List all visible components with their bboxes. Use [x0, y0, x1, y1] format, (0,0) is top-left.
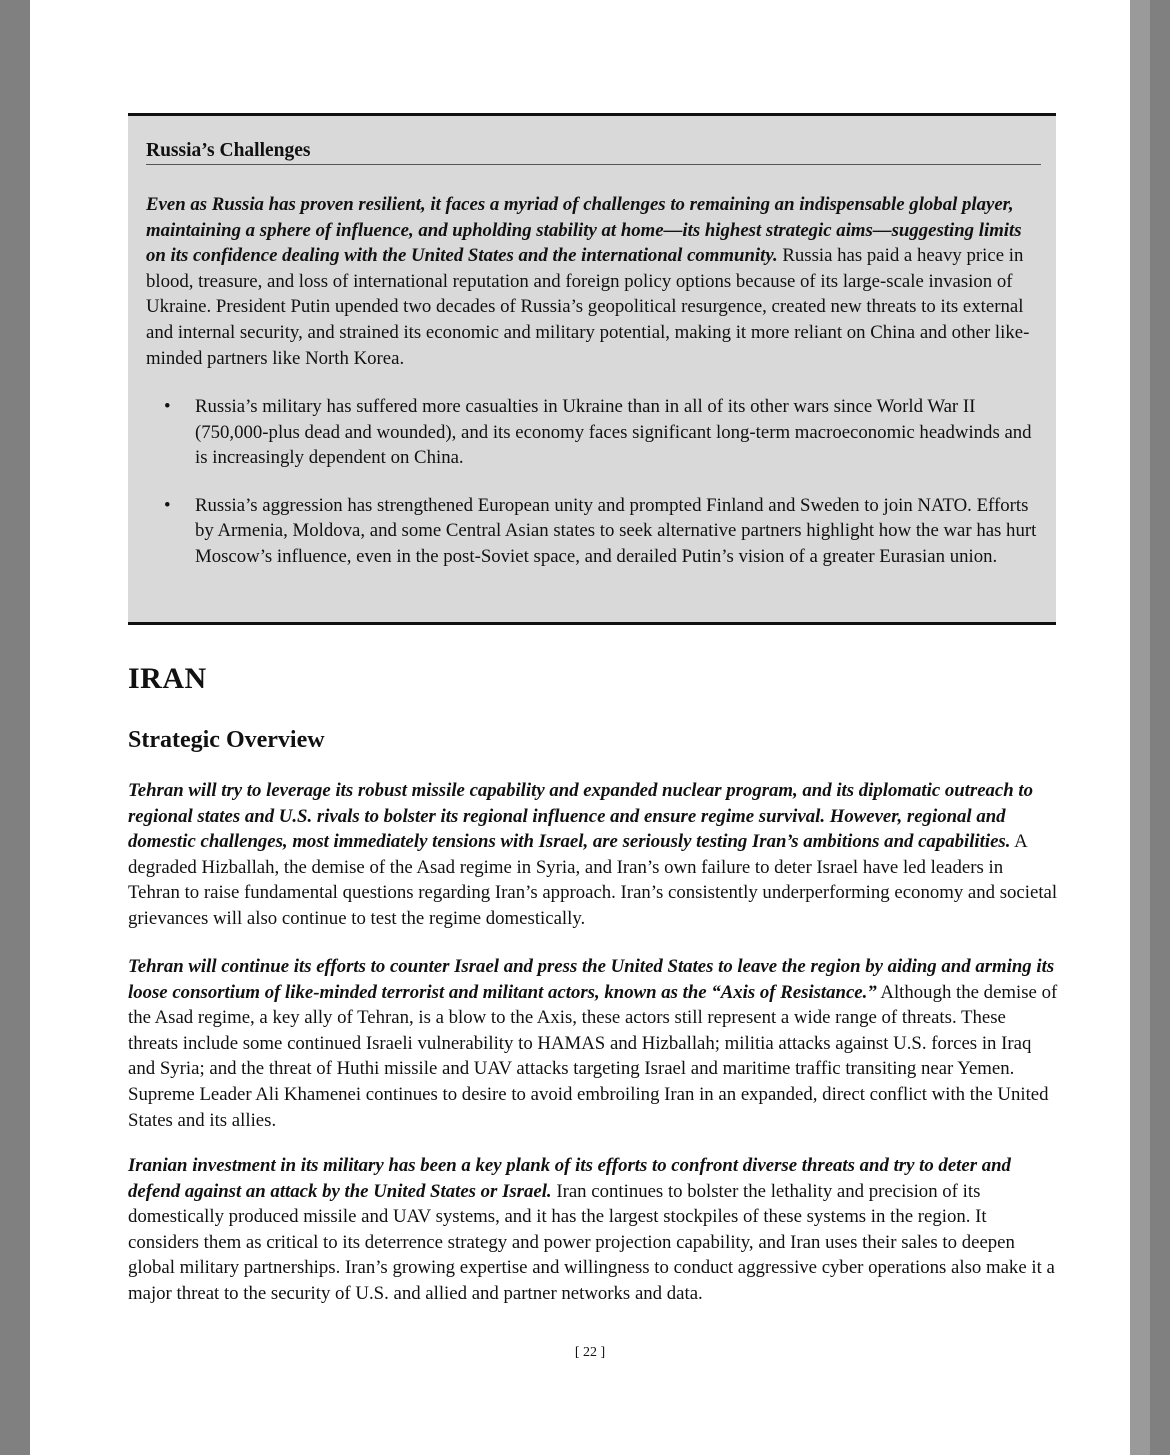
sidebar-title: Russia’s Challenges — [146, 140, 1041, 165]
paragraph-body: A degraded Hizballah, the demise of the Asad regime in Syria, and Iran’s own failure to deter Israel have led leaders in Tehran to raise fundamental questions regarding Iran’s approach. Iran’s consistently underperforming economy and societal grievances will also continue to test the regime domestically. — [128, 831, 1058, 929]
body-paragraph — [128, 954, 1058, 1133]
paragraph-lead-sentence: Iranian investment in its military has been a key plank of its efforts to confront diverse threats and try to deter and defend against an attack by the United States or Israel. — [128, 1155, 1011, 1202]
bullet-text: Russia’s aggression has strengthened European unity and prompted Finland and Sweden to join NATO. Efforts by Armenia, Moldova, and some Central Asian states to seek alternative partners highlight how the war has hurt Moscow’s influence, even in the post-Soviet space, and derailed Putin’s vision of a greater Eurasian union. — [195, 494, 1037, 567]
sidebar-paragraph-body: Russia has paid a heavy price in blood, treasure, and loss of international reputation and foreign policy options because of its large-scale invasion of Ukraine. President Putin upended two decades of Russia’s geopolitical resurgence, created new threats to its external and internal security, and strained its economic and military potential, making it more reliant on China and other like-minded partners like North Korea. — [146, 245, 1030, 369]
bullet-icon: • — [164, 494, 171, 516]
paragraph-lead-sentence: Tehran will try to leverage its robust missile capability and expanded nuclear program, and its diplomatic outreach to regional states and U.S. rivals to bolster its regional influence and ensure regime survival. However, regional and domestic challenges, most immediately tensions with Israel, are seriously testing Iran’s ambitions and capabilities. — [128, 780, 1034, 853]
paragraph-lead-sentence: Tehran will continue its efforts to counter Israel and press the United States to leave the region by aiding and arming its loose consortium of like-minded terrorist and militant actors, known as the “Axis of Resistance.” — [128, 956, 1055, 1003]
bullet-text: Russia’s military has suffered more casualties in Ukraine than in all of its other wars since World War II (750,000-plus dead and wounded), and its economy faces significant long-term macroeconomic headwinds and is increasingly dependent on China. — [195, 396, 1032, 469]
sidebar-bullet-list — [146, 394, 1042, 592]
paragraph-body: Iran continues to bolster the lethality and precision of its domestically produced missile and UAV systems, and it has the largest stockpiles of these systems in the region. It considers them as critical to its deterrence strategy and power projection capability, and Iran uses their sales to deepen global military partnerships. Iran’s growing expertise and willingness to conduct aggressive cyber operations also make it a major threat to the security of U.S. and allied and partner networks and data. — [128, 1180, 1055, 1304]
body-paragraph — [128, 1153, 1058, 1307]
page-number: [ 22 ] — [574, 1345, 606, 1360]
paragraph-body: Although the demise of the Asad regime, a key ally of Tehran, is a blow to the Axis, these actors still represent a wide range of threats. These threats include some continued Israeli vulnerability to HAMAS and Hizballah; militia attacks against U.S. forces in Iraq and Syria; and the threat of Huthi missile and UAV attacks targeting Israel and maritime traffic transiting near Yemen. Supreme Leader Ali Khamenei continues to desire to avoid embroiling Iran in an expanded, direct conflict with the United States and its allies. — [128, 981, 1058, 1131]
list-item — [146, 394, 1042, 471]
list-item — [146, 493, 1042, 570]
section-subheading: Strategic Overview — [128, 727, 325, 753]
document-page — [30, 0, 1150, 1455]
russia-challenges-sidebar — [128, 113, 1056, 625]
bullet-icon: • — [164, 396, 171, 417]
scroll-edge — [1130, 0, 1150, 1455]
sidebar-paragraph — [146, 192, 1042, 371]
sidebar-lead-sentence: Even as Russia has proven resilient, it faces a myriad of challenges to remaining an indispensable global player, maintaining a sphere of influence, and upholding stability at home—its highest strategic aims—suggesting limits on its confidence dealing with the United States and the international community. — [146, 194, 1022, 267]
section-heading: IRAN — [128, 662, 207, 695]
body-paragraph — [128, 778, 1058, 932]
